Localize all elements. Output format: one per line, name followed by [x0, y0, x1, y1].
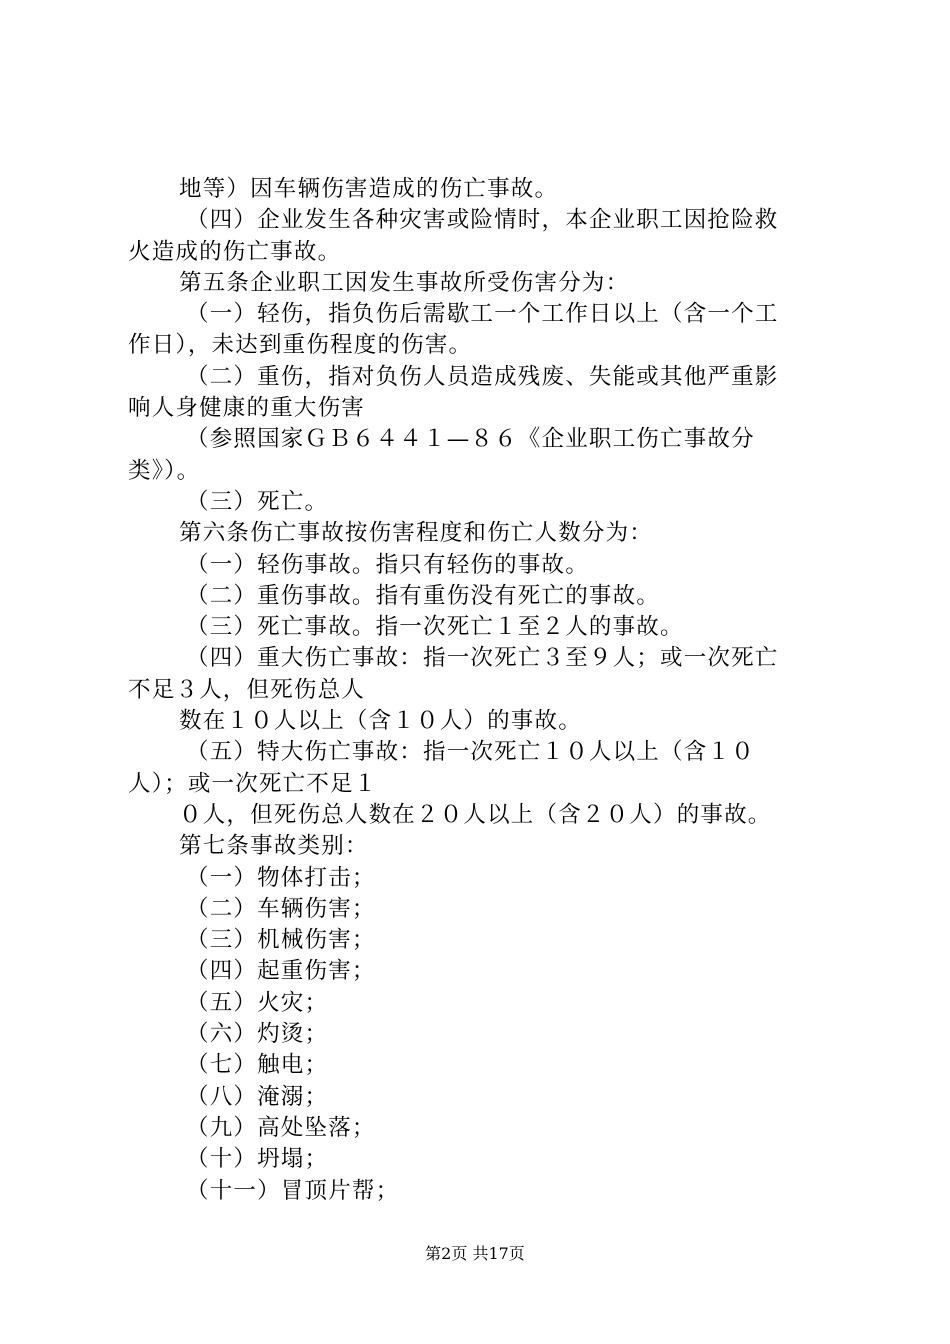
- text-line: 作日），未达到重伤程度的伤害。: [128, 332, 473, 359]
- text-line: （一）轻伤事故。指只有轻伤的事故。: [186, 551, 589, 578]
- text-line: （四）企业发生各种灾害或险情时，本企业职工因抢险救: [186, 207, 779, 234]
- text-line: （四）起重伤害；: [186, 958, 376, 985]
- page-number-label: 第2页 共17页: [425, 1244, 525, 1263]
- text-line: （一）轻伤，指负伤后需歇工一个工作日以上（含一个工: [186, 301, 779, 328]
- text-line: （二）重伤，指对负伤人员造成残废、失能或其他严重影: [186, 363, 779, 390]
- text-line: 火造成的伤亡事故。: [128, 238, 342, 265]
- text-line: 地等）因车辆伤害造成的伤亡事故。: [179, 176, 559, 202]
- text-line: （十）坍塌；: [186, 1146, 329, 1173]
- document-body: [128, 174, 833, 1207]
- text-line: （九）高处坠落；: [186, 1114, 376, 1141]
- text-line: （六）灼烫；: [186, 1021, 329, 1048]
- text-line: （参照国家ＧＢ６４４１—８６《企业职工伤亡事故分: [186, 426, 755, 453]
- text-line: （三）机械伤害；: [186, 927, 376, 954]
- text-line: 响人身健康的重大伤害: [128, 395, 366, 422]
- text-line: （七）触电；: [186, 1052, 329, 1079]
- text-line: （一）物体打击；: [186, 864, 376, 891]
- page-footer: [0, 1244, 950, 1264]
- text-line: （三）死亡事故。指一次死亡１至２人的事故。: [186, 614, 684, 641]
- text-line: （四）重大伤亡事故：指一次死亡３至９人；或一次死亡: [186, 645, 779, 672]
- text-line: 不足３人，但死伤总人: [128, 676, 366, 703]
- text-line: 第六条伤亡事故按伤害程度和伤亡人数分为：: [179, 520, 654, 547]
- text-line: ０人，但死伤总人数在２０人以上（含２０人）的事故。: [179, 801, 772, 828]
- text-line: 人）；或一次死亡不足１: [128, 770, 378, 797]
- text-line: （八）淹溺；: [186, 1083, 329, 1110]
- text-line: （五）特大伤亡事故：指一次死亡１０人以上（含１０: [186, 739, 755, 766]
- text-line: 类》）。: [128, 457, 201, 484]
- text-line: 第五条企业职工因发生事故所受伤害分为：: [179, 269, 630, 296]
- text-line: （二）重伤事故。指有重伤没有死亡的事故。: [186, 582, 661, 609]
- text-line: （三）死亡。: [186, 488, 329, 515]
- text-line: （十一）冒顶片帮；: [186, 1177, 400, 1204]
- text-line: （二）车辆伤害；: [186, 895, 376, 922]
- text-line: 第七条事故类别：: [179, 833, 369, 860]
- text-line: 数在１０人以上（含１０人）的事故。: [179, 708, 582, 735]
- text-line: （五）火灾；: [186, 989, 329, 1016]
